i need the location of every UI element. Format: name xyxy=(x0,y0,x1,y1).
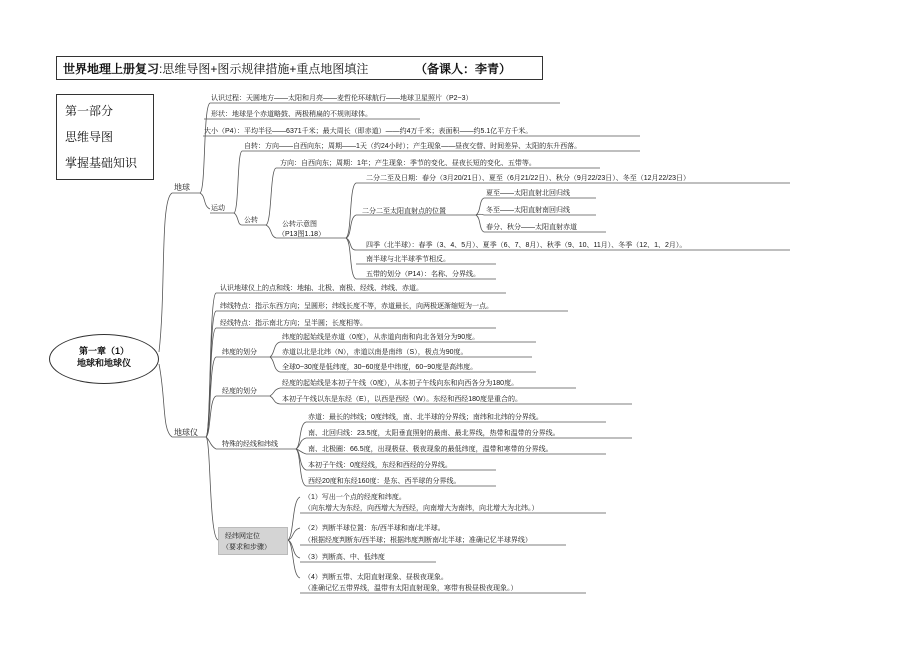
section-basics-label: 掌握基础知识 xyxy=(65,156,138,170)
earth-shape: 形状：地球是个赤道略鼓、两极稍扁的不规则球体。 xyxy=(211,111,372,118)
chapter-title: 地球和地球仪 xyxy=(76,358,131,368)
positioning-step1: （1）写出一个点的经度和纬度。 xyxy=(304,494,406,501)
motion-node: 运动 xyxy=(211,205,225,212)
latitude-division-2: 赤道以北是北纬（N），赤道以南是南纬（S），极点为90度。 xyxy=(282,349,468,356)
revolution-diagram-page: （P13图1.18） xyxy=(278,231,326,238)
positioning-step2-note: （根据经度判断东/西半球；根据纬度判断南/北半球；准确记忆半球界线） xyxy=(304,537,532,544)
teacher-label: （备课人：李青） xyxy=(415,62,512,76)
longitude-division-node: 经度的划分 xyxy=(222,388,257,395)
chapter-number: 第一章（1） xyxy=(78,346,129,356)
globe-points-lines: 认识地球仪上的点和线：地轴、北极、南极、经线、纬线、赤道。 xyxy=(220,285,423,292)
earth-node: 地球 xyxy=(174,183,190,192)
special-tropics: 南、北回归线：23.5度，太阳垂直照射的最南、最北界线，热带和温带的分界线。 xyxy=(308,430,560,437)
title-bold: 世界地理上册复习 xyxy=(63,62,160,76)
seasons-north: 四季（北半球）：春季（3、4、5月）、夏季（6、7、8月）、秋季（9、10、11月）、冬季（12、1、2月）。 xyxy=(366,242,687,249)
revolution-diagram-label: 公转示意图 xyxy=(282,221,317,228)
positioning-step1-note: （向东增大为东经，向西增大为西经，向南增大为南纬，向北增大为北纬。） xyxy=(304,505,539,512)
longitude-division-1: 经度的起始线是本初子午线（0度），从本初子午线向东和向西各分为180度。 xyxy=(282,380,519,387)
positioning-step2: （2）判断半球位置：东/西半球和南/北半球。 xyxy=(304,525,445,532)
earth-size: 大小（P4）：平均半径——6371千米；最大周长（即赤道）——约4万千米；表面积——约5.1亿平方千米。 xyxy=(204,128,533,135)
section-mindmap-label: 思维导图 xyxy=(65,130,114,144)
special-lines-node: 特殊的经线和纬线 xyxy=(222,441,278,448)
connector-center-earth xyxy=(159,193,172,352)
special-hemisphere-divide: 西经20度和东经160度：是东、西半球的分界线。 xyxy=(308,478,461,485)
grid-positioning-node xyxy=(218,527,288,555)
positioning-step4-note: （准确记忆五带界线，温带有太阳直射现象，寒带有极昼极夜现象。） xyxy=(304,585,518,592)
grid-positioning-label: 经纬网定位 xyxy=(225,533,260,540)
latitude-line-features: 纬线特点：指示东西方向；呈圆形；纬线长度不等，赤道最长，向两极逐渐缩短为一点。 xyxy=(220,303,493,310)
globe-node: 地球仪 xyxy=(174,428,198,437)
section-box xyxy=(56,94,154,180)
title-box xyxy=(56,56,543,80)
positioning-step3: （3）判断高、中、低纬度 xyxy=(304,554,385,561)
longitude-line-features: 经线特点：指示南北方向；呈半圆；长度相等。 xyxy=(220,320,367,327)
special-prime-meridian: 本初子午线：0度经线，东经和西经的分界线。 xyxy=(308,462,452,469)
grid-positioning-sublabel: （要求和步骤） xyxy=(222,544,271,551)
latitude-division-node: 纬度的划分 xyxy=(222,349,257,356)
special-polar-circles: 南、北极圈：66.5度，出现极昼、极夜现象的最低纬度，温带和寒带的分界线。 xyxy=(308,446,553,453)
chapter-node xyxy=(49,334,159,384)
connector-center-globe xyxy=(159,364,172,437)
rotation-text: 自转：方向——自西向东；周期——1天（约24小时）；产生现象——昼夜交替、时间差异、太阳的东升西落。 xyxy=(244,143,582,150)
title-rest: :思维导图+图示规律措施+重点地图填注 xyxy=(159,62,369,76)
solstice-dates: 二分二至及日期：春分（3月20/21日）、夏至（6月21/22日）、秋分（9月22/23日）、冬至（12月22/23日） xyxy=(366,175,691,182)
latitude-division-1: 纬度的起始线是赤道（0度），从赤道向南和向北各划分为90度。 xyxy=(282,334,480,341)
earth-know-process: 认识过程：天圆地方——太阳和月亮——麦哲伦环球航行——地球卫星照片（P2~3） xyxy=(211,95,473,102)
revolution-node: 公转 xyxy=(244,217,258,224)
special-equator: 赤道：最长的纬线；0度纬线，南、北半球的分界线；南纬和北纬的分界线。 xyxy=(308,414,543,421)
direct-sun-node: 二分二至太阳直射点的位置 xyxy=(362,208,446,215)
page-title xyxy=(63,61,368,77)
longitude-division-2: 本初子午线以东是东经（E），以西是西经（W）。东经和西经180度是重合的。 xyxy=(282,396,522,403)
summer-solstice: 夏至——太阳直射北回归线 xyxy=(486,190,570,197)
latitude-division-3: 全球0~30度是低纬度，30~60度是中纬度，60~90度是高纬度。 xyxy=(282,364,478,371)
winter-solstice: 冬至——太阳直射南回归线 xyxy=(486,207,570,214)
five-zones: 五带的划分（P14）：名称、分界线。 xyxy=(366,271,480,278)
bracket-earth-motion xyxy=(200,193,210,209)
bracket-earth-top xyxy=(200,103,210,193)
seasons-south: 南半球与北半球季节相反。 xyxy=(366,256,450,263)
positioning-step4: （4）判断五带、太阳直射现象、昼极夜现象。 xyxy=(304,574,448,581)
section-part-label: 第一部分 xyxy=(65,104,114,118)
equinox-text: 春分、秋分——太阳直射赤道 xyxy=(486,224,577,231)
revolution-direction: 方向：自西向东；周期：1年；产生现象：季节的变化、昼夜长短的变化、五带等。 xyxy=(280,160,536,167)
